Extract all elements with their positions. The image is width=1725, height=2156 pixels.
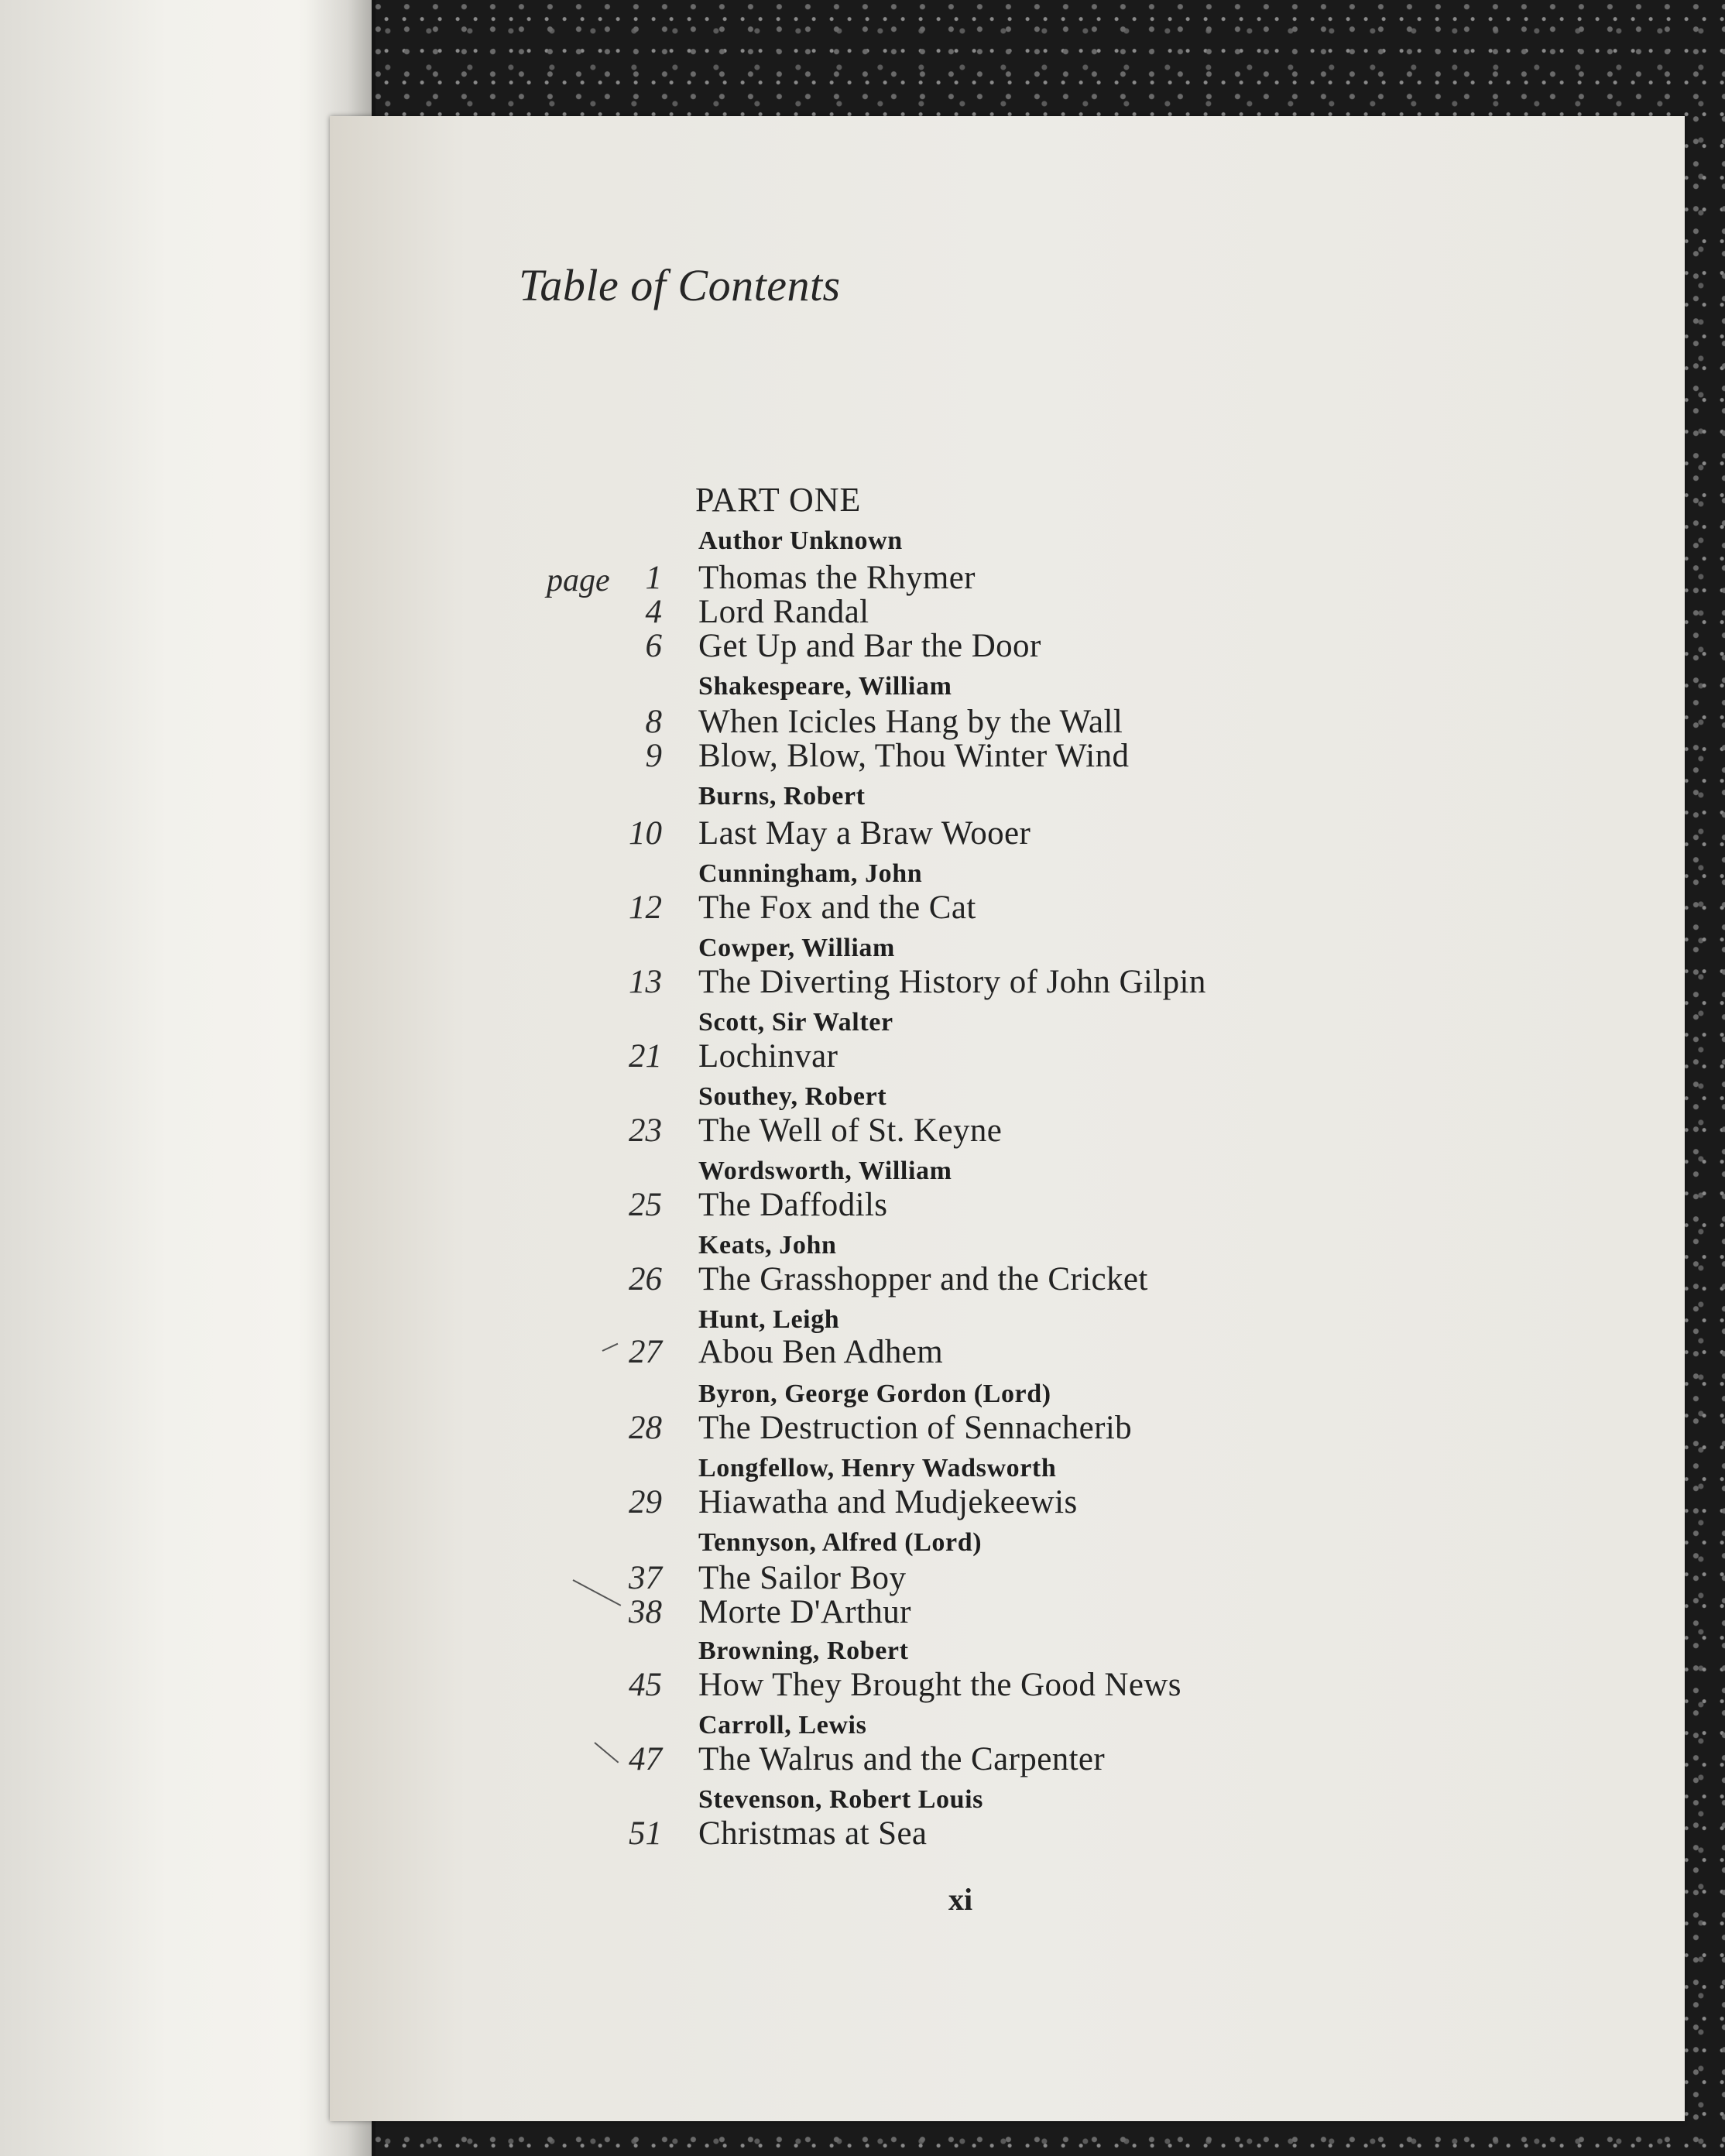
toc-author: Hunt, Leigh [698, 1305, 840, 1334]
page-title: Table of Contents [519, 260, 841, 310]
toc-author: Carroll, Lewis [698, 1711, 867, 1740]
toc-page-number: 23 [629, 1112, 662, 1149]
toc-title: Christmas at Sea [698, 1815, 928, 1852]
toc-title: The Walrus and the Carpenter [698, 1741, 1106, 1777]
toc-author: Wordsworth, William [698, 1157, 952, 1185]
toc-title: Last May a Braw Wooer [698, 815, 1031, 852]
toc-title: Get Up and Bar the Door [698, 628, 1041, 664]
toc-title: The Well of St. Keyne [698, 1112, 1003, 1149]
toc-author: Keats, John [698, 1231, 837, 1260]
toc-author: Cowper, William [698, 934, 895, 962]
part-heading: PART ONE [695, 481, 862, 519]
toc-author: Southey, Robert [698, 1082, 887, 1111]
toc-page-number: 37 [629, 1560, 662, 1596]
toc-title: Blow, Blow, Thou Winter Wind [698, 738, 1130, 774]
toc-title: The Fox and the Cat [698, 889, 976, 926]
toc-page-number: 6 [645, 628, 662, 664]
toc-page-number: 47 [629, 1741, 662, 1777]
toc-title: When Icicles Hang by the Wall [698, 704, 1123, 740]
page-number: xi [948, 1882, 973, 1917]
toc-page-number: 21 [629, 1038, 662, 1075]
toc-page-number: 26 [629, 1261, 662, 1297]
toc-title: Lochinvar [698, 1038, 838, 1075]
toc-page-number: 8 [645, 704, 662, 740]
toc-page-number: 10 [629, 815, 662, 852]
toc-title: How They Brought the Good News [698, 1667, 1181, 1703]
toc-title: Lord Randal [698, 594, 869, 630]
toc-title: The Daffodils [698, 1187, 888, 1223]
toc-page-number: 9 [645, 738, 662, 774]
toc-author: Tennyson, Alfred (Lord) [698, 1528, 983, 1557]
toc-page-number: 27 [629, 1334, 662, 1370]
toc-author: Shakespeare, William [698, 672, 952, 701]
toc-page-number: 13 [629, 964, 662, 1000]
toc-title: The Grasshopper and the Cricket [698, 1261, 1148, 1297]
toc-page-number: 25 [629, 1187, 662, 1223]
toc-author: Browning, Robert [698, 1637, 909, 1665]
toc-author: Longfellow, Henry Wadsworth [698, 1454, 1057, 1482]
toc-author: Author Unknown [698, 526, 903, 555]
toc-page-number: 28 [629, 1410, 662, 1446]
toc-title: Thomas the Rhymer [698, 560, 976, 596]
toc-title: Abou Ben Adhem [698, 1334, 944, 1370]
toc-title: The Destruction of Sennacherib [698, 1410, 1133, 1446]
toc-page-number: 38 [629, 1594, 662, 1630]
toc-title: The Sailor Boy [698, 1560, 907, 1596]
toc-author: Cunningham, John [698, 859, 923, 888]
page-column-label: page [547, 563, 610, 598]
toc-page-number: 12 [629, 889, 662, 926]
toc-author: Byron, George Gordon (Lord) [698, 1380, 1051, 1408]
toc-author: Stevenson, Robert Louis [698, 1785, 983, 1814]
toc-page-number: 4 [645, 594, 662, 630]
toc-page-number: 51 [629, 1815, 662, 1852]
toc-author: Burns, Robert [698, 782, 866, 811]
toc-page-number: 29 [629, 1484, 662, 1520]
toc-title: Morte D'Arthur [698, 1594, 911, 1630]
toc-title: The Diverting History of John Gilpin [698, 964, 1206, 1000]
toc-page-number: 45 [629, 1667, 662, 1703]
toc-title: Hiawatha and Mudjekeewis [698, 1484, 1078, 1520]
toc-page-number: 1 [645, 560, 662, 596]
toc-author: Scott, Sir Walter [698, 1008, 893, 1037]
